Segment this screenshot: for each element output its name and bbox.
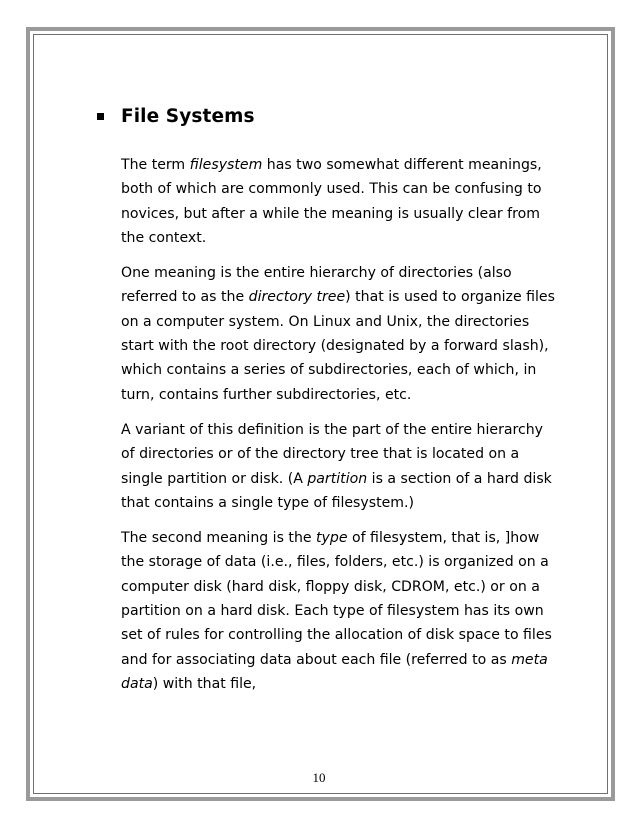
- page-number: 10: [312, 770, 326, 785]
- text-run: is a section of a hard disk that contains a single type of filesystem.): [121, 470, 552, 511]
- text-run: ) that is used to organize files on a computer system. On Linux and Unix, the directories start with the root directory (designated by a forward slash), which contains a series of subdirectories, each of which, in turn, contains further subdirectories, etc.: [121, 289, 555, 403]
- text-run: of filesystem, that is, ]how the storage of data (i.e., files, folders, etc.) is organized on a computer disk (hard disk, floppy disk, CDROM, etc.) or on a partition on a hard disk. Each type of filesystem has its own set of rules for controlling the allocation of disk space to files and for associating data about each file (referred to as: [121, 530, 552, 668]
- paragraph: [121, 153, 561, 250]
- paragraph: [121, 261, 561, 407]
- paragraph: [121, 526, 561, 696]
- text-run: One meaning is the entire hierarchy of directories (also referred to as the: [121, 265, 512, 306]
- text-run: ) with that file,: [152, 675, 257, 692]
- italic-term: directory tree: [248, 289, 346, 306]
- section-heading: [97, 106, 255, 127]
- square-bullet-icon: [97, 113, 104, 120]
- italic-term: type: [316, 530, 348, 547]
- italic-term: filesystem: [189, 157, 263, 173]
- body-text: [121, 153, 561, 707]
- italic-term: partition: [307, 470, 368, 487]
- text-run: The second meaning is the: [121, 530, 317, 547]
- italic-term: meta data: [121, 651, 548, 692]
- text-run: A variant of this definition is the part of the entire hierarchy of directories or of the directory tree that is located on a single partition or disk. (A: [121, 421, 544, 487]
- text-run: has two somewhat different meanings, both of which are commonly used. This can be confusing to novices, but after a while the meaning is usually clear from the context.: [121, 157, 542, 246]
- text-run: The term: [121, 157, 190, 173]
- section-heading-text: File Systems: [121, 106, 255, 127]
- paragraph: [121, 418, 561, 515]
